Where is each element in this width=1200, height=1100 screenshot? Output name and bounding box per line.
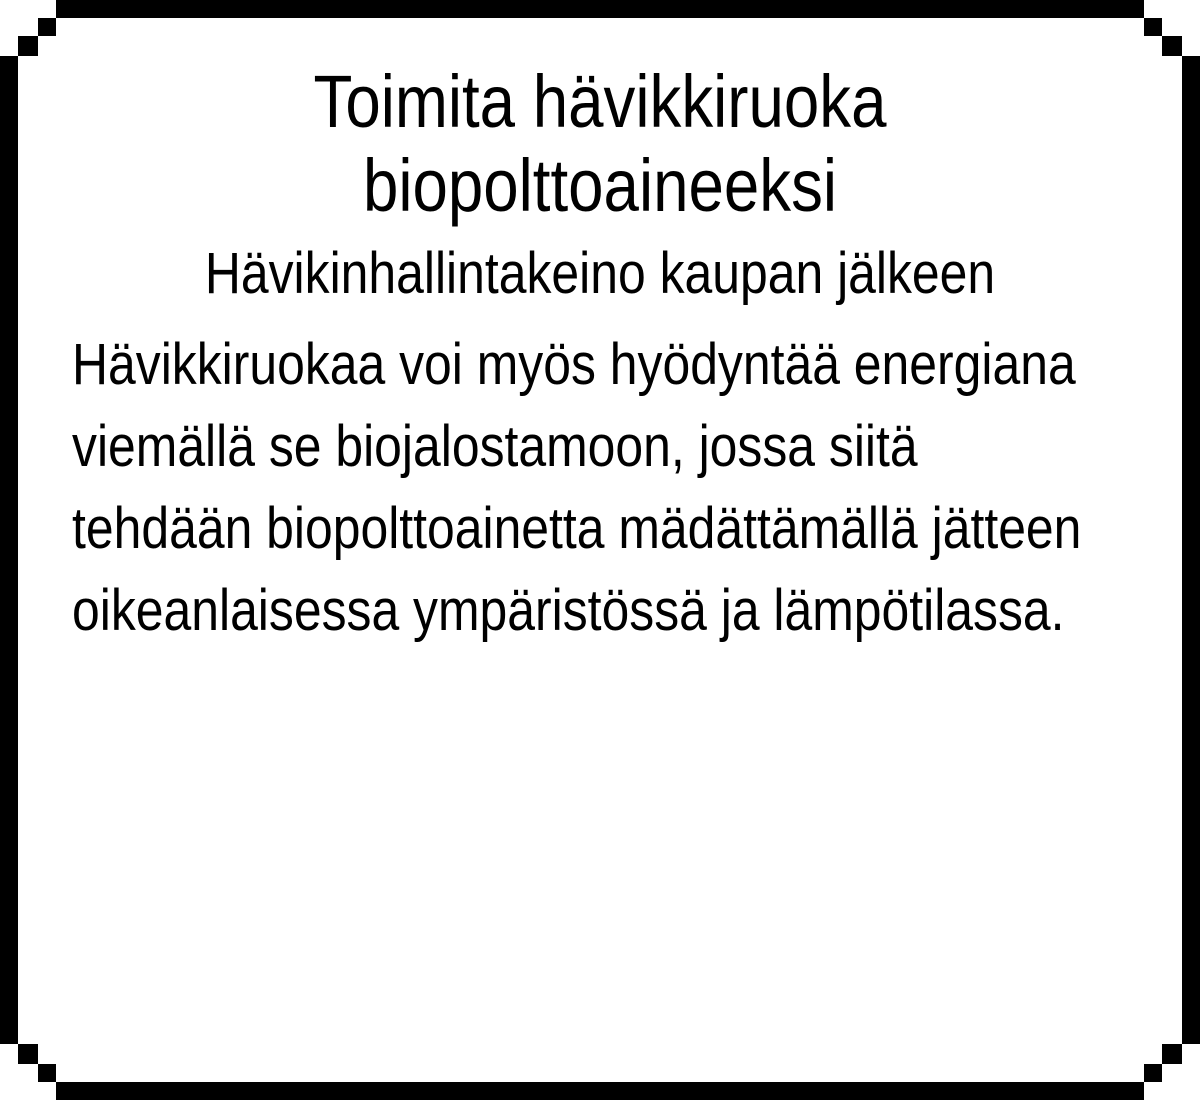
corner-step-tr-2	[1162, 36, 1182, 56]
card-border-top	[56, 0, 1144, 18]
card-border-bottom	[56, 1082, 1144, 1100]
corner-step-br-2	[1144, 1064, 1162, 1082]
card-content	[72, 60, 1128, 652]
corner-step-br-1	[1162, 1044, 1182, 1064]
corner-step-bl-2	[38, 1064, 56, 1082]
corner-step-bl-1	[18, 1044, 38, 1064]
card-description: Hävikkiruokaa voi myös hyödyntää energiana viemällä se biojalostamoon, jossa siitä tehdään biopolttoainetta mädättämällä jätteen oikeanlaisessa ympäristössä ja lämpötilassa.	[72, 332, 1082, 643]
card-border-left	[0, 56, 18, 1044]
card-title: Toimita hävikkiruoka biopolttoaineeksi	[313, 60, 887, 227]
corner-step-tl-2	[18, 36, 38, 56]
corner-step-tl-1	[38, 18, 56, 36]
card-border-right	[1182, 56, 1200, 1044]
card-subtitle: Hävikinhallintakeino kaupan jälkeen	[204, 241, 996, 306]
corner-step-tr-1	[1144, 18, 1162, 36]
